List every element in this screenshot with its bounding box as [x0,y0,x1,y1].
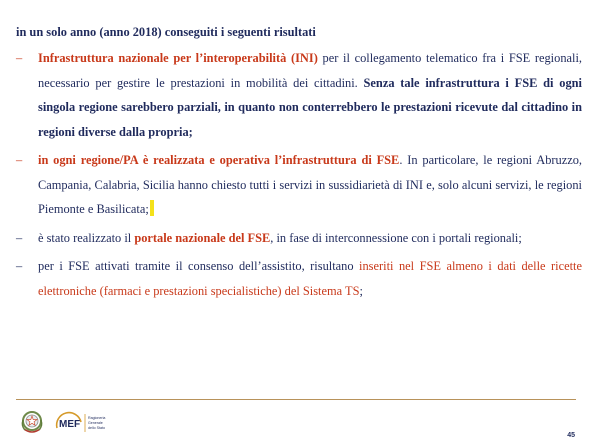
bullet-text-segment: per il collegamento telematico fra i FSE regionali, necessario per gestire le prestazioni in mobilità dei cittadini. [38,51,582,90]
mef-logo-subtitle-line-2: Generale [88,421,103,425]
bullet-list [16,46,582,307]
bullet-text [38,46,582,144]
bullet-text-segment: in ogni regione/PA è realizzata e operativa l’infrastruttura di FSE [38,153,400,167]
bullet-text-segment: , in fase di interconnessione con i portali regionali; [270,230,522,245]
bullet-dash-icon: – [16,153,23,167]
footer-divider [16,399,576,400]
bullet-text-segment: . In particolare, le regioni Abruzzo, Campania, Calabria, Sicilia hanno chiesto tutti i servizi in sussidiarietà di INI e, solo alcuni servizi, le regioni Piemonte e Basilicata; [38,153,583,216]
bullet-item [16,254,582,303]
mef-logo [54,408,134,438]
bullet-text [38,226,582,251]
slide-heading: in un solo anno (anno 2018) conseguiti i seguenti risultati [16,25,316,39]
bullet-item [16,148,582,222]
bullet-text [38,148,582,222]
bullet-dash-icon: – [16,259,23,273]
mef-logo-subtitle-line-1: Ragioneria [88,416,106,420]
mef-logo-text: MEF [59,419,81,430]
text-highlight-mark [150,200,154,216]
bullet-text-segment: Infrastruttura nazionale per l’interoperabilità (INI) [38,51,318,65]
bullet-text-segment: portale nazionale del FSE [134,230,271,245]
bullet-text-segment: ; [359,283,363,298]
bullet-text-segment: Senza tale infrastruttura i FSE di ogni singola regione sarebbero parziali, in quanto non conterrebbero le prestazioni ricevute dal cittadino in regioni diverse dalla propria; [38,75,582,139]
bullet-text-segment: per i FSE attivati tramite il consenso dell’assistito, risultano [38,259,360,273]
page-number: 45 [567,432,575,439]
bullet-text [38,254,582,303]
bullet-dash-icon: – [16,230,23,245]
bullet-text-segment: è stato realizzato il [38,230,135,245]
mef-logo-subtitle-line-3: dello Stato [88,426,105,430]
bullet-text-segment: inseriti nel FSE almeno i dati delle ricette elettroniche (farmaci e prestazioni specialistiche) del Sistema TS [38,259,582,298]
bullet-dash-icon: – [16,51,23,65]
bullet-item [16,226,582,251]
bullet-item [16,46,582,144]
italian-republic-emblem-icon [19,408,45,438]
